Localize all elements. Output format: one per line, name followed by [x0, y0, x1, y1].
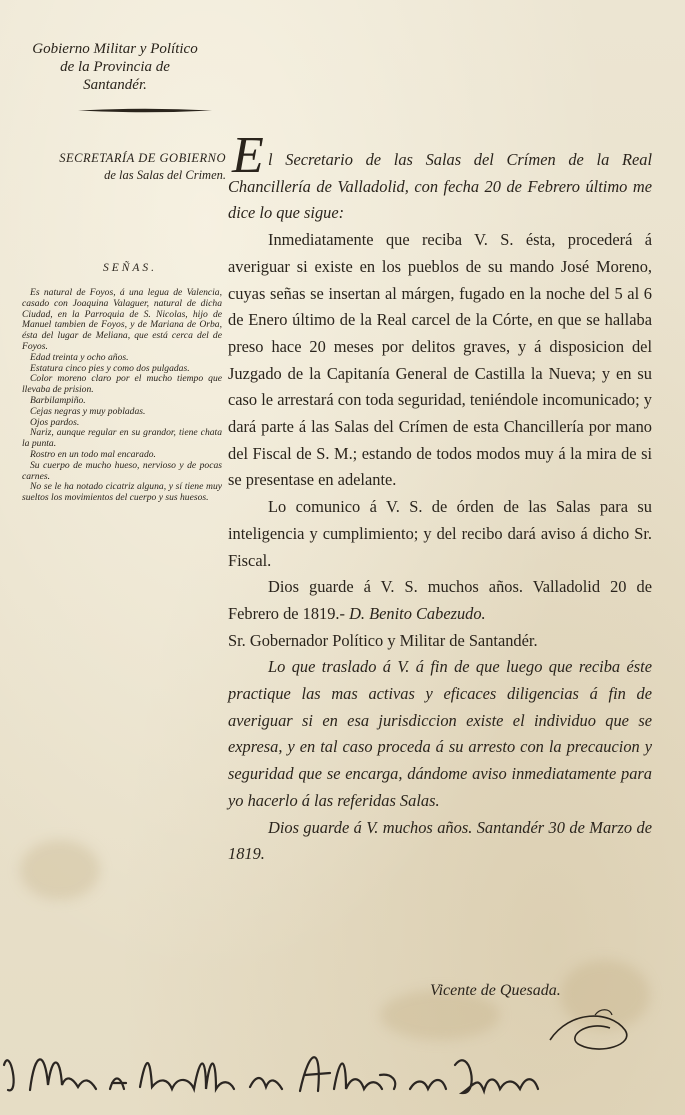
handwritten-address: [0, 1035, 685, 1115]
senas-item: Nariz, aunque regular en su grandor, tiene chata la punta.: [22, 427, 222, 450]
senas-heading: SEÑAS.: [102, 262, 158, 274]
senas-item: Es natural de Foyos, á una legua de Valencia, casado con Joaquina Valaguer, natural de dicha Ciudad, en la Parroquia de S. Nicolas, hijo de Manuel tambien de Foyos, y de Mariana de Orba, ésta del lugar de Meliana, que está cerca del de Foyos.: [22, 287, 222, 352]
letter-paragraph: Lo comunico á V. S. de órden de las Salas para su inteligencia y cumplimiento; y del recibo dará aviso á dicho Sr. Fiscal.: [228, 497, 652, 570]
senas-item: Ojos pardos.: [30, 416, 80, 428]
senas-list: [22, 288, 222, 504]
signature-name: Vicente de Quesada.: [430, 982, 561, 999]
drop-cap: E: [232, 127, 264, 184]
decorative-rule: [78, 108, 212, 113]
letter-body: [228, 147, 652, 868]
header-line: Gobierno Militar y Político: [32, 41, 198, 57]
senas-item: Barbilampiño.: [30, 394, 86, 406]
secretaria-heading: [26, 150, 226, 184]
letter-paragraph: [228, 574, 652, 627]
senas-item: Color moreno claro por el mucho tiempo que llevaba de prision.: [22, 373, 222, 396]
header-line: de la Provincia de: [60, 59, 170, 75]
letter-addressee: Sr. Gobernador Político y Militar de Santandér.: [228, 630, 538, 650]
letter-paragraph: Inmediatamente que reciba V. S. ésta, procederá á averiguar si existe en los pueblos de su mando José Moreno, cuyas señas se insertan al márgen, fugado en la noche del 5 al 6 de Enero último de la Real carcel de la Córte, en que se hallaba preso hace 20 meses por delitos graves, y á disposicion del Juzgado de la Capitanía General de Castilla la Nueva; y en su caso le arrestará con toda seguridad, teniéndole incomunicado; y dará parte á las Salas del Crímen de esta Chancillería por mano del Fiscal de S. M.; estando de todos modos muy á la mira de si se presentase en adelante.: [228, 230, 652, 490]
letter-closing: Dios guarde á V. muchos años. Santandér 30 de Marzo de 1819.: [228, 817, 652, 864]
letter-paragraph: l Secretario de las Salas del Crímen de la Real Chancillería de Valladolid, con fecha 20 de Febrero último me dice lo que sigue:: [228, 150, 652, 223]
senas-item: No se le ha notado cicatriz alguna, y sí tiene muy sueltos los movimientos del cuerpo y sus huesos.: [22, 481, 222, 504]
senas-item: Edad treinta y ocho años.: [30, 351, 129, 363]
header-line: Santandér.: [83, 77, 147, 93]
senas-item: Cejas negras y muy pobladas.: [30, 405, 146, 417]
document-header: [0, 40, 230, 94]
paper-stain: [20, 840, 100, 900]
sender-name: D. Benito Cabezudo.: [344, 603, 486, 623]
senas-item: Rostro en un todo mal encarado.: [30, 448, 156, 460]
secretaria-subtitle: de las Salas del Crimen.: [104, 168, 226, 182]
letter-paragraph: Lo que traslado á V. á fin de que luego que reciba éste practique las mas activas y eficaces diligencias á fin de averiguar si en esa jurisdiccion existe el individuo que se expresa, y en tal caso proceda á su arresto con la precaucion y seguridad que se encarga, dándome aviso inmediatamente para yo hacerlo á las referidas Salas.: [228, 657, 652, 810]
senas-item: Estatura cinco pies y como dos pulgadas.: [30, 362, 190, 374]
secretaria-title: SECRETARÍA DE GOBIERNO: [59, 151, 226, 165]
dating-text: Dios guarde á V. S. muchos años. Valladolid 20 de Febrero de 1819.-: [228, 577, 652, 623]
senas-item: Su cuerpo de mucho hueso, nervioso y de pocas carnes.: [22, 459, 222, 482]
